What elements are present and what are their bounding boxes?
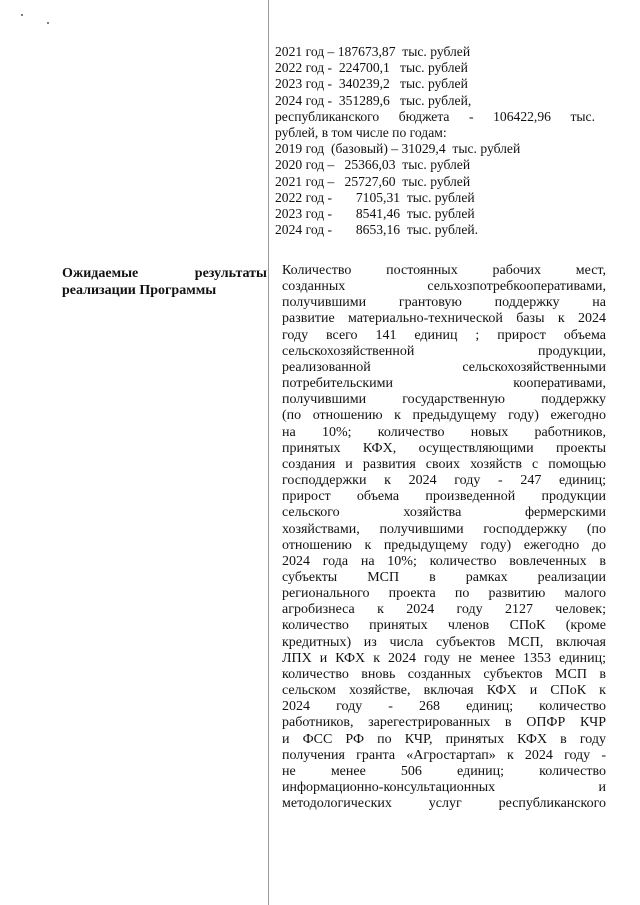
results-line: 2024 года на 10%; количество вовлеченных в — [282, 553, 606, 569]
results-line: (по отношению к предыдущему году) ежегодно — [282, 408, 606, 424]
finance-line: 2023 год - 8541,46 тыс. рублей — [275, 206, 475, 222]
results-line: получившими грантовую поддержку на — [282, 295, 606, 311]
finance-line: 2023 год - 340239,2 тыс. рублей — [275, 76, 468, 92]
results-line: 2024 году - 268 единиц; количество — [282, 699, 606, 715]
results-line: получившими государственную поддержку — [282, 392, 606, 408]
results-line: прирост объема произведенной продукции — [282, 489, 606, 505]
finance-line: 2021 год – 25727,60 тыс. рублей — [275, 173, 471, 189]
label-line: реализации Программы — [62, 283, 217, 298]
results-line: отношению к предыдущему году) ежегодно до — [282, 537, 606, 553]
finance-line: 2021 год – 187673,87 тыс. рублей — [275, 44, 471, 59]
results-line: Количество постоянных рабочих мест, — [282, 263, 606, 278]
finance-line: рублей, в том числе по годам: — [275, 125, 447, 141]
finance-line: 2022 год - 224700,1 тыс. рублей — [275, 60, 468, 76]
results-line: кредитных) из числа субъектов МСП, включая — [282, 634, 606, 650]
results-line: сельского хозяйства фермерскими — [282, 505, 606, 521]
results-line: информационно-консультационных и — [282, 780, 606, 795]
finance-line: 2020 год – 25366,03 тыс. рублей — [275, 157, 471, 173]
results-line: реализованной сельскохозяйственными — [282, 359, 606, 375]
results-line: сельском хозяйстве, включая КФХ и СПоК к — [282, 683, 606, 699]
results-line: субъекты МСП в рамках реализации — [282, 569, 606, 585]
table-column-divider — [268, 0, 269, 905]
scan-speck — [21, 14, 23, 16]
results-line: количество вновь созданных субъектов МСП в — [282, 666, 606, 682]
results-line: не менее 506 единиц; количество — [282, 763, 606, 779]
results-line: году всего 141 единиц ; прирост объема — [282, 327, 606, 343]
results-line: получения гранта «Агростартап» к 2024 году - — [282, 747, 606, 763]
results-line: сельскохозяйственной продукции, — [282, 343, 606, 359]
section-label-expected-results — [62, 265, 267, 299]
expected-results-text — [282, 263, 606, 812]
results-line: потребительскими кооперативами, — [282, 376, 606, 392]
results-line: принятых КФХ, осуществляющими проекты — [282, 440, 606, 456]
scan-speck — [47, 22, 49, 24]
finance-line: республиканского бюджета - 106422,96 тыс. — [275, 108, 595, 124]
finance-line: 2024 год - 8653,16 тыс. рублей. — [275, 222, 479, 238]
results-line: регионального проекта по развитию малого — [282, 586, 606, 602]
results-line: на 10%; количество новых работников, — [282, 424, 606, 440]
results-line: господдержки к 2024 году - 247 единиц; — [282, 473, 606, 489]
results-line: работников, зарегестрированных в ОПФР КЧР — [282, 715, 606, 731]
results-line: развитие материально-технической базы к 2024 — [282, 311, 606, 327]
label-line: Ожидаемые результаты — [62, 266, 267, 281]
financing-amounts — [275, 44, 595, 238]
results-line: методологических услуг республиканского — [282, 796, 606, 812]
results-line: ЛПХ и КФХ к 2024 году не менее 1353 единиц; — [282, 650, 606, 666]
results-line: агробизнеса к 2024 году 2127 человек; — [282, 602, 606, 618]
results-line: хозяйствами, получившими господдержку (по — [282, 521, 606, 537]
results-line: созданных сельхозпотребкооперативами, — [282, 279, 606, 295]
finance-line: 2019 год (базовый) – 31029,4 тыс. рублей — [275, 141, 521, 157]
finance-line: 2022 год - 7105,31 тыс. рублей — [275, 189, 475, 205]
results-line: и ФСС РФ по КЧР, принятых КФХ в году — [282, 731, 606, 747]
results-line: количество принятых членов СПоК (кроме — [282, 618, 606, 634]
finance-line: 2024 год - 351289,6 тыс. рублей, — [275, 92, 472, 108]
results-line: создания и развития своих хозяйств с помощью — [282, 456, 606, 472]
